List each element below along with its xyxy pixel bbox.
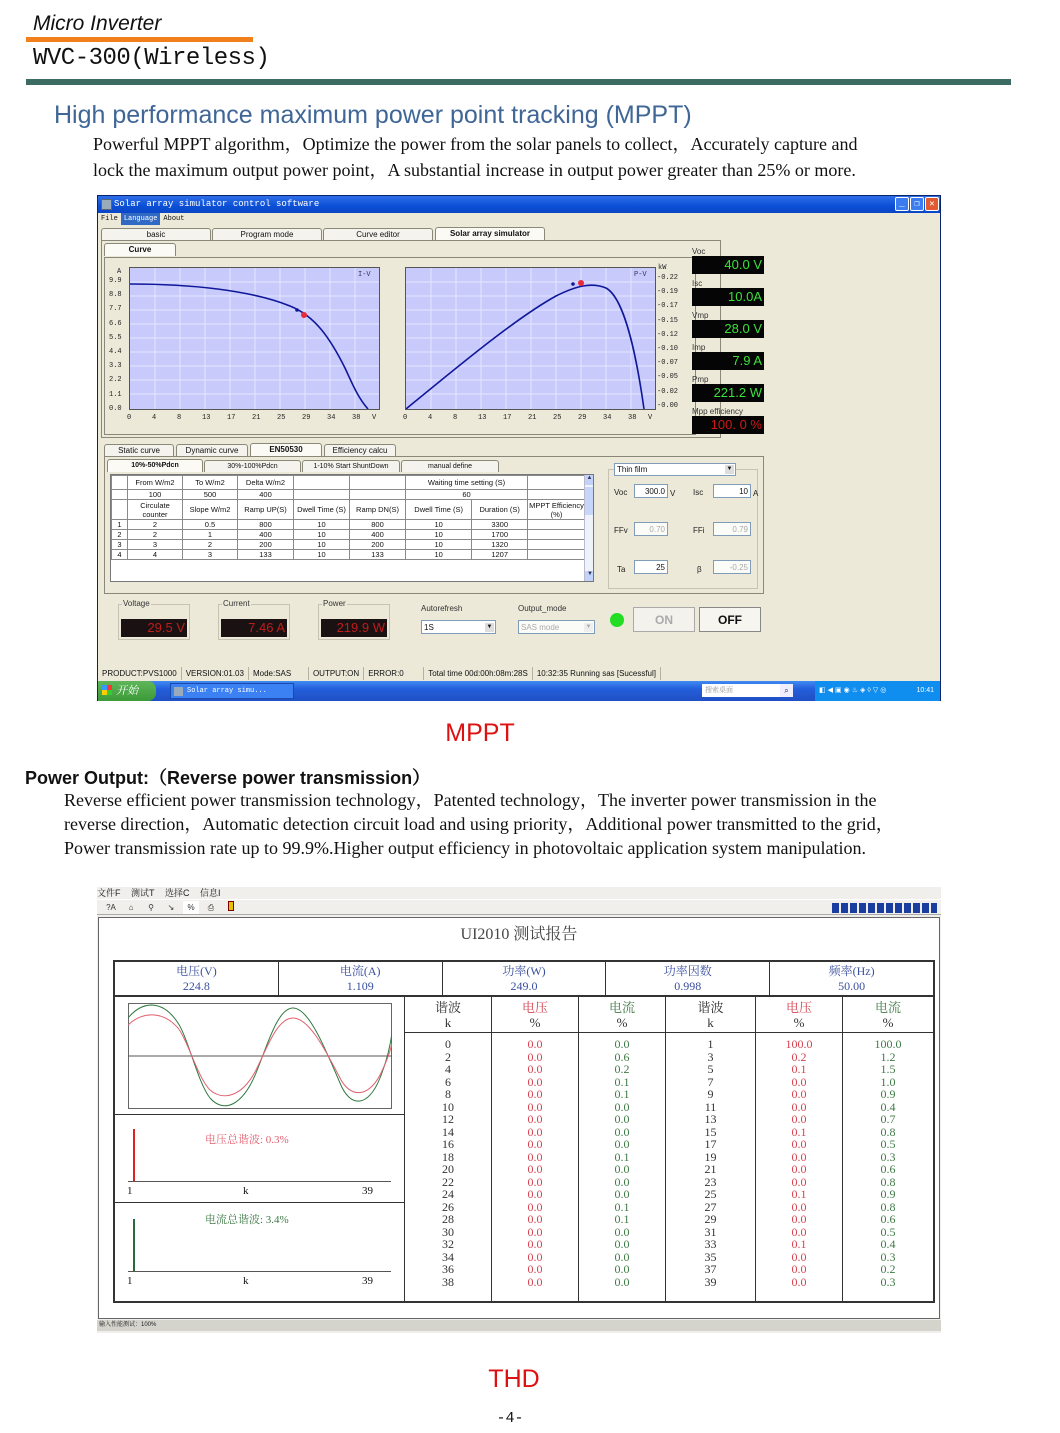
harmonic-value: 0.0 — [791, 1087, 807, 1101]
harmonic-value: 25 — [704, 1187, 717, 1201]
off-button[interactable]: OFF — [699, 607, 761, 632]
output-mode-label: Output_mode — [518, 604, 567, 613]
en50530-panel — [104, 456, 764, 594]
clock: 10:41 — [916, 687, 934, 694]
section-title-power-output: Power Output:（Reverse power transmission） — [25, 768, 431, 788]
status-error: ERROR:0 — [364, 667, 424, 680]
scroll-thumb[interactable] — [585, 487, 594, 515]
iv-y-ticks: 9.9 8.8 7.7 6.6 5.5 4.4 3.3 2.2 1.1 0.0 — [109, 277, 122, 413]
harmonic-value: 1.5 — [880, 1062, 896, 1076]
tab-en50530[interactable]: EN50530 — [250, 443, 322, 456]
harmonic-value: 0.0 — [614, 1237, 630, 1251]
current-harmonic-bar — [133, 1219, 135, 1271]
table-row[interactable]: 3 3 2 200 10 200 10 1320 — [112, 540, 586, 550]
window-titlebar[interactable] — [98, 196, 940, 213]
status-output: OUTPUT:ON — [309, 667, 364, 680]
harmonic-value: 0.0 — [527, 1262, 543, 1276]
paragraph-line: lock the maximum output power point，A substantial increase in output power greater than 25% or more. — [93, 160, 856, 180]
harmonic-value: 30 — [442, 1224, 454, 1239]
harmonic-value: 0.0 — [527, 1062, 543, 1076]
desktop-search-input[interactable]: 搜索桌面 — [702, 684, 780, 697]
harmonic-value: 33 — [704, 1237, 717, 1251]
harmonic-value: 0.0 — [614, 1124, 630, 1139]
harmonic-value: 0.0 — [791, 1112, 807, 1126]
app-icon — [174, 687, 183, 696]
tab-10-50-pdcn[interactable]: 10%-50%Pdcn — [107, 459, 203, 472]
harmonic-value: 0.0 — [527, 1087, 543, 1101]
harmonic-value: 0.6 — [880, 1162, 896, 1176]
tab-dynamic-curve[interactable]: Dynamic curve — [176, 444, 248, 456]
page-number: -4- — [496, 1410, 524, 1427]
report-page — [98, 917, 940, 1319]
harmonic-value: 0.3 — [880, 1249, 896, 1264]
harmonic-value: 0.6 — [880, 1212, 896, 1226]
paragraph-line: Power transmission rate up to 99.9%.Higher output efficiency in photovoltaic application system manipulation. — [64, 838, 867, 858]
odd-k-column: 谐波 k 1 3 5 7 9 11 13 15 17 19 21 23 25 27 29 31 33 35 37 39 — [666, 997, 756, 1303]
tab-efficiency-calc[interactable]: Efficiency calcu — [324, 444, 396, 456]
exit-icon[interactable] — [223, 901, 239, 914]
menu-select[interactable]: 选择C — [165, 888, 190, 898]
harmonic-value: 0.3 — [880, 1149, 896, 1164]
table-row[interactable]: 1 2 0.5 800 10 800 10 3300 — [112, 520, 586, 530]
harmonic-value: 0.0 — [527, 1224, 543, 1239]
harmonic-value: 0.5 — [880, 1224, 896, 1239]
harmonic-value: 0.0 — [791, 1249, 807, 1264]
model-title: WVC-300(Wireless) — [33, 45, 270, 72]
current-axis — [128, 1271, 391, 1272]
harmonic-value: 0.0 — [614, 1262, 630, 1276]
harmonic-value: 0.1 — [614, 1199, 630, 1214]
summary-power-factor: 功率因数 0.998 — [606, 962, 770, 995]
even-current-values — [579, 1033, 665, 1288]
power-meter: Power 219.9 W — [318, 604, 390, 640]
harmonic-value: 0.1 — [791, 1187, 807, 1201]
even-voltage-values — [492, 1033, 578, 1288]
tab-curve-editor[interactable]: Curve editor — [323, 228, 433, 240]
waveform-panel — [115, 997, 405, 1115]
waiting-time-value[interactable]: 60 — [406, 490, 528, 500]
isc-display: 10.0A — [692, 288, 764, 306]
harmonic-value: 0.0 — [527, 1249, 543, 1264]
current-thd-label: 电流总谐波: 3.4% — [205, 1214, 289, 1226]
menu-file[interactable]: 文件F — [97, 888, 121, 898]
harmonic-value: 0.0 — [791, 1074, 807, 1089]
harmonic-value: 14 — [442, 1124, 454, 1139]
start-button[interactable]: 开始 — [98, 681, 156, 701]
tab-static-curve[interactable]: Static curve — [104, 444, 174, 456]
status-version: VERSION:01.03 — [182, 667, 249, 680]
panel-params-group: Thin film ▼ Voc 300.0 V Isc 10 A FFv 0.70 FFi 0.79 Ta 25 β -0.25 — [608, 469, 758, 589]
menu-bar — [98, 213, 940, 225]
harmonic-value: 0.0 — [527, 1237, 543, 1251]
voltage-harmonic-bar — [133, 1129, 135, 1181]
menu-file[interactable]: File — [101, 215, 118, 223]
harmonic-value: 11 — [704, 1099, 717, 1114]
harmonic-value: 0.9 — [880, 1187, 896, 1201]
tab-30-100-pdcn[interactable]: 30%-100%Pdcn — [204, 460, 301, 472]
harmonic-value: 0.0 — [791, 1149, 807, 1164]
harmonic-value: 0.0 — [614, 1249, 630, 1264]
harmonic-value: 0.0 — [527, 1274, 543, 1289]
harmonic-value: 0 — [445, 1037, 451, 1051]
harmonic-value: 0.0 — [791, 1274, 807, 1289]
harmonic-value: 0.0 — [527, 1199, 543, 1214]
harmonic-value: 0.8 — [880, 1199, 896, 1214]
zoom-icon[interactable]: ⚲ — [148, 903, 154, 912]
summary-table — [113, 960, 935, 997]
even-voltage-column: 电压 % 0.0 0.0 0.0 0.0 0.0 0.0 0.0 0.0 0.0 0.0 0.0 0.0 0.0 0.0 0.0 0.0 0.0 0.0 0.0 0.0 — [492, 997, 579, 1303]
close-button[interactable]: ✕ — [925, 197, 939, 211]
current-display: 7.46 A — [221, 619, 287, 637]
harmonic-value: 0.0 — [791, 1212, 807, 1226]
from-value[interactable]: 100 — [128, 490, 183, 500]
harmonic-value: 39 — [704, 1274, 717, 1289]
odd-k-values — [666, 1033, 755, 1288]
harmonic-value: 0.0 — [614, 1112, 630, 1126]
status-product: PRODUCT:PVS1000 — [98, 667, 182, 680]
odd-voltage-column: 电压 % 100.0 0.2 0.1 0.0 0.0 0.0 0.0 0.1 0.0 0.0 0.0 0.0 0.1 0.0 0.0 0.0 0.1 0.0 0.0 0.0 — [756, 997, 843, 1303]
harmonic-value: 0.1 — [791, 1062, 807, 1076]
readout-vmp: Vmp 28.0 V — [692, 311, 762, 336]
en50530-grid — [110, 474, 594, 582]
harmonic-value: 0.0 — [791, 1162, 807, 1176]
summary-frequency: 频率(Hz) 50.00 — [828, 964, 875, 993]
harmonic-value: 23 — [704, 1174, 717, 1189]
harmonic-value: 19 — [704, 1149, 717, 1164]
app-icon — [101, 199, 112, 210]
pv-plot-label: P-V — [634, 271, 647, 279]
harmonic-value: 100.0 — [874, 1037, 902, 1051]
probe-icon[interactable]: ↘ — [167, 903, 175, 912]
search-icon[interactable]: ⌕ — [780, 684, 793, 697]
help-icon[interactable]: ?A — [106, 903, 116, 912]
harmonic-value: 0.8 — [880, 1174, 896, 1189]
harmonic-value: 0.1 — [791, 1124, 807, 1139]
current-thd-panel: 电流总谐波: 3.4% 1 k 39 — [115, 1203, 405, 1303]
delta-value[interactable]: 400 — [238, 490, 294, 500]
harmonic-value: 0.5 — [880, 1137, 896, 1151]
harmonic-value: 15 — [704, 1124, 717, 1139]
harmonic-value: 16 — [442, 1137, 454, 1151]
pv-x-ticks: 0 4 8 13 17 21 25 29 34 38 V — [403, 414, 653, 422]
harmonic-value: 0.0 — [614, 1037, 630, 1051]
harmonic-value: 0.0 — [527, 1174, 543, 1189]
output-mode-select[interactable]: SAS mode ▼ — [518, 620, 595, 634]
readout-voc: Voc 40.0 V — [692, 247, 762, 272]
harmonic-value: 0.0 — [791, 1137, 807, 1151]
power-display: 219.9 W — [321, 619, 387, 637]
harmonic-value: 38 — [442, 1274, 454, 1289]
readout-pmp: Pmp 221.2 W — [692, 375, 762, 400]
harmonic-value: 0.4 — [880, 1099, 896, 1114]
harmonic-value: 0.0 — [791, 1262, 807, 1276]
voltage-display: 29.5 V — [121, 619, 187, 637]
menu-bar — [97, 887, 221, 899]
panel-type-select[interactable]: Thin film ▼ — [614, 463, 736, 476]
harmonic-value: 13 — [704, 1112, 717, 1126]
harmonic-value: 0.0 — [791, 1199, 807, 1214]
windows-logo-icon — [102, 685, 112, 695]
voltage-thd-panel: 电压总谐波: 0.3% 1 k 39 — [115, 1115, 405, 1203]
harmonic-value: 0.1 — [791, 1237, 807, 1251]
vmp-display: 28.0 V — [692, 320, 764, 338]
iv-plot — [129, 267, 380, 410]
even-current-column: 电流 % 0.0 0.6 0.2 0.1 0.1 0.0 0.0 0.0 0.0 0.1 0.0 0.0 0.0 0.1 0.1 0.0 0.0 0.0 0.0 0.0 — [579, 997, 666, 1303]
harmonic-value: 37 — [704, 1262, 717, 1276]
ffv-input[interactable]: 0.70 — [634, 522, 668, 536]
harmonic-value: 1.2 — [880, 1049, 896, 1064]
autorefresh-label: Autorefresh — [421, 604, 463, 613]
scroll-up-icon[interactable]: ▲ — [585, 475, 594, 485]
print-icon[interactable]: ⎙ — [207, 903, 215, 912]
paragraph-line: Powerful MPPT algorithm，Optimize the power from the solar panels to collect，Accurately capture and — [93, 134, 858, 154]
brand-underline — [26, 37, 253, 42]
harmonic-value: 0.0 — [527, 1149, 543, 1164]
harmonic-value: 36 — [442, 1262, 454, 1276]
power-output-paragraph — [64, 788, 894, 860]
status-message: 10:32:35 Running sas [Sucessful] — [533, 667, 661, 680]
harmonic-value: 0.2 — [791, 1049, 807, 1064]
harmonic-value: 9 — [707, 1087, 714, 1101]
pmp-display: 221.2 W — [692, 384, 764, 402]
settings-table: From W/m2 To W/m2 Delta W/m2 Waiting time setting (S) 100 500 400 60 Circulate counter Slope W/m2 Ramp UP(S) Dwell Time (S) Ramp DN(S) Dwell Time (S) Duration (S) MPPT Efficiency (%) 1 2 0.5 800 10 800 10 3300 2 2 1 400 10 400 10 1700 3 3 2 200 10 200 10 1320 4 4 3 133 10 133 10 1207 — [111, 475, 586, 560]
tab-program-mode[interactable]: Program mode — [212, 228, 322, 240]
harmonic-value: 0.1 — [614, 1149, 630, 1164]
harmonic-value: 8 — [445, 1087, 451, 1101]
harmonic-value: 29 — [704, 1212, 717, 1226]
ta-input[interactable]: 25 — [634, 560, 668, 574]
readout-imp: Imp 7.9 A — [692, 343, 762, 368]
harmonic-value: 3 — [707, 1049, 714, 1064]
tab-basic[interactable]: basic — [101, 228, 211, 240]
voc-display: 40.0 V — [692, 256, 764, 274]
current-meter: Current 7.46 A — [218, 604, 290, 640]
harmonic-value: 0.7 — [880, 1112, 896, 1126]
paragraph-line: reverse direction，Automatic detection circuit load and using priority，Additional power transmitted to the grid， — [64, 814, 894, 834]
menu-language[interactable]: Language — [121, 213, 161, 225]
chevron-down-icon: ▼ — [585, 624, 592, 630]
table-scrollbar[interactable] — [584, 475, 594, 581]
harmonic-value: 0.8 — [880, 1124, 896, 1139]
harmonic-value: 34 — [442, 1249, 454, 1264]
menu-test[interactable]: 测试T — [131, 888, 155, 898]
harmonic-value: 0.0 — [614, 1099, 630, 1114]
harmonic-value: 0.0 — [614, 1137, 630, 1151]
paragraph-line: Reverse efficient power transmission technology，Patented technology，The inverter power transmission in the — [64, 790, 877, 810]
caption-mppt: MPPT — [445, 719, 515, 747]
harmonic-value: 0.2 — [614, 1062, 630, 1076]
even-k-column: 谐波 k 0 2 4 6 8 10 12 14 16 18 20 22 24 26 28 30 32 34 36 38 — [405, 997, 492, 1303]
iv-curve-graphic — [130, 268, 379, 409]
harmonic-value: 32 — [442, 1237, 454, 1251]
report-title: UI2010 测试报告 — [460, 926, 578, 943]
menu-info[interactable]: 信息I — [200, 888, 221, 898]
minimize-button[interactable]: _ — [895, 197, 909, 211]
odd-current-column: 电流 % 100.0 1.2 1.5 1.0 0.9 0.4 0.7 0.8 0.5 0.3 0.6 0.8 0.9 0.8 0.6 0.5 0.4 0.3 0.2 0.3 — [843, 997, 933, 1303]
menu-about[interactable]: About — [163, 215, 185, 223]
solar-simulator-window — [97, 195, 941, 701]
harmonic-section — [113, 997, 935, 1303]
harmonic-value: 1.0 — [880, 1074, 896, 1089]
imp-display: 7.9 A — [692, 352, 764, 370]
iv-x-ticks: 0 4 8 13 17 21 25 29 34 38 V — [127, 414, 377, 422]
even-k-values — [405, 1033, 491, 1288]
waveform-graphic — [128, 1003, 392, 1109]
system-tray — [815, 681, 940, 701]
harmonic-value: 0.0 — [527, 1112, 543, 1126]
harmonic-value: 0.0 — [791, 1174, 807, 1189]
curve-panel — [101, 240, 762, 438]
window-title: Solar array simulator control software — [114, 199, 320, 209]
harmonic-value: 0.0 — [527, 1124, 543, 1139]
chevron-down-icon: ▼ — [486, 624, 493, 630]
output-status-led — [610, 613, 624, 627]
taskbar — [98, 681, 940, 701]
pv-y-unit: kW — [658, 264, 667, 272]
harmonic-value: 28 — [442, 1212, 454, 1226]
progress-indicator — [832, 903, 937, 913]
harmonic-value: 0.1 — [614, 1212, 630, 1226]
voltage-thd-label: 电压总谐波: 0.3% — [205, 1134, 289, 1146]
harmonic-value: 12 — [442, 1112, 454, 1126]
harmonic-value: 0.6 — [614, 1049, 630, 1064]
tray-icons[interactable]: ◧◀▣◉♨◈◊▽◎ — [819, 687, 889, 694]
harmonic-value: 22 — [442, 1174, 454, 1189]
to-value[interactable]: 500 — [183, 490, 238, 500]
harmonic-value: 0.0 — [614, 1174, 630, 1189]
harmonic-value: 0.0 — [527, 1049, 543, 1064]
voc-input[interactable]: 300.0 — [634, 484, 668, 498]
harmonic-value: 0.0 — [527, 1037, 543, 1051]
harmonic-value: 31 — [704, 1224, 717, 1239]
harmonic-value: 24 — [442, 1187, 454, 1201]
summary-current: 电流(A) 1.109 — [279, 962, 443, 995]
summary-power: 功率(W) 249.0 — [443, 962, 607, 995]
pv-plot — [405, 267, 656, 410]
harmonic-value: 35 — [704, 1249, 717, 1264]
tab-curve[interactable]: Curve — [104, 243, 176, 256]
status-mode: Mode:SAS — [249, 667, 309, 680]
lock-icon[interactable]: ⌂ — [128, 903, 134, 912]
harmonic-value: 10 — [442, 1099, 454, 1114]
toolbar — [97, 899, 941, 915]
voltage-meter: Voltage 29.5 V — [118, 604, 190, 640]
harmonic-value: 0.0 — [614, 1224, 630, 1239]
taskbar-item-simulator[interactable]: Solar array simu... — [170, 683, 294, 699]
harmonic-value: 5 — [707, 1062, 714, 1076]
harmonic-value: 0.4 — [880, 1237, 896, 1251]
tab-start-shutdown[interactable]: 1-10% Start ShuntDown — [302, 460, 400, 472]
status-bar: 输入性能测试：100% — [97, 1320, 941, 1331]
caption-thd: THD — [488, 1365, 540, 1393]
harmonic-value: 17 — [704, 1137, 717, 1151]
harmonic-value: 100.0 — [785, 1037, 813, 1051]
autorefresh-select[interactable]: 1S ▼ — [421, 620, 496, 634]
iv-y-unit: A — [117, 268, 122, 276]
iv-plot-label: I-V — [358, 271, 371, 279]
table-row[interactable]: 2 2 1 400 10 400 10 1700 — [112, 530, 586, 540]
harmonic-value: 20 — [442, 1162, 454, 1176]
pv-y-ticks: -0.22 -0.19 -0.17 -0.15 -0.12 -0.10 -0.07 -0.05 -0.02 -0.00 — [657, 274, 679, 410]
harmonic-value: 7 — [707, 1074, 714, 1089]
isc-input[interactable]: 10 — [713, 484, 751, 498]
on-button[interactable]: ON — [633, 607, 695, 632]
percent-icon[interactable]: % — [183, 901, 199, 914]
section-title-mppt: High performance maximum power point tracking (MPPT) — [54, 101, 692, 129]
voltage-axis — [128, 1181, 391, 1182]
harmonic-value: 21 — [704, 1162, 717, 1176]
readout-isc: Isc 10.0A — [692, 279, 762, 304]
readout-stack — [692, 247, 764, 439]
harmonic-value: 4 — [445, 1062, 451, 1076]
harmonic-value: 6 — [445, 1074, 451, 1089]
harmonic-value: 0.2 — [880, 1262, 896, 1276]
harmonic-value: 0.9 — [880, 1087, 896, 1101]
status-total-time: Total time 00d:00h:08m:28S — [424, 667, 533, 680]
beta-input[interactable]: -0.25 — [713, 560, 751, 574]
restore-button[interactable]: ❐ — [910, 197, 924, 211]
tab-solar-array-simulator[interactable]: Solar array simulator — [435, 227, 545, 240]
ffi-input[interactable]: 0.79 — [713, 522, 751, 536]
pv-curve-graphic — [406, 268, 655, 409]
header-divider — [26, 79, 1011, 85]
harmonic-value: 0.1 — [614, 1074, 630, 1089]
ui2010-report-window — [97, 887, 941, 1333]
harmonic-value: 26 — [442, 1199, 454, 1214]
harmonic-value: 27 — [704, 1199, 717, 1214]
harmonic-value: 0.0 — [791, 1099, 807, 1114]
harmonic-value: 0.0 — [614, 1162, 630, 1176]
scroll-down-icon[interactable]: ▼ — [585, 571, 594, 581]
readout-mpp-efficiency: Mpp efficiency 100. 0 % — [692, 407, 762, 432]
harmonic-value: 0.1 — [614, 1087, 630, 1101]
harmonic-value: 0.0 — [527, 1099, 543, 1114]
harmonic-value: 0.0 — [527, 1137, 543, 1151]
summary-voltage: 电压(V) 224.8 — [115, 962, 279, 995]
odd-voltage-values — [756, 1033, 842, 1288]
harmonic-value: 0.0 — [527, 1162, 543, 1176]
brand-title: Micro Inverter — [33, 12, 162, 35]
mpp-efficiency-display: 100. 0 % — [692, 416, 764, 434]
tab-manual-define[interactable]: manual define — [401, 460, 499, 472]
harmonic-value: 18 — [442, 1149, 454, 1164]
odd-current-values — [843, 1033, 933, 1288]
curve-area — [104, 257, 696, 435]
harmonic-value: 0.0 — [527, 1074, 543, 1089]
harmonic-value: 1 — [707, 1037, 714, 1051]
harmonic-value: 2 — [445, 1049, 451, 1064]
harmonic-value: 0.0 — [527, 1212, 543, 1226]
table-row[interactable]: 4 4 3 133 10 133 10 1207 — [112, 550, 586, 560]
harmonic-value: 0.0 — [527, 1187, 543, 1201]
mppt-paragraph — [93, 131, 857, 183]
harmonic-value: 0.3 — [880, 1274, 896, 1289]
status-bar — [98, 667, 940, 680]
harmonic-value: 0.0 — [614, 1274, 630, 1289]
harmonic-value: 0.0 — [614, 1187, 630, 1201]
chevron-down-icon: ▼ — [726, 466, 733, 472]
harmonic-value: 0.0 — [791, 1224, 807, 1239]
